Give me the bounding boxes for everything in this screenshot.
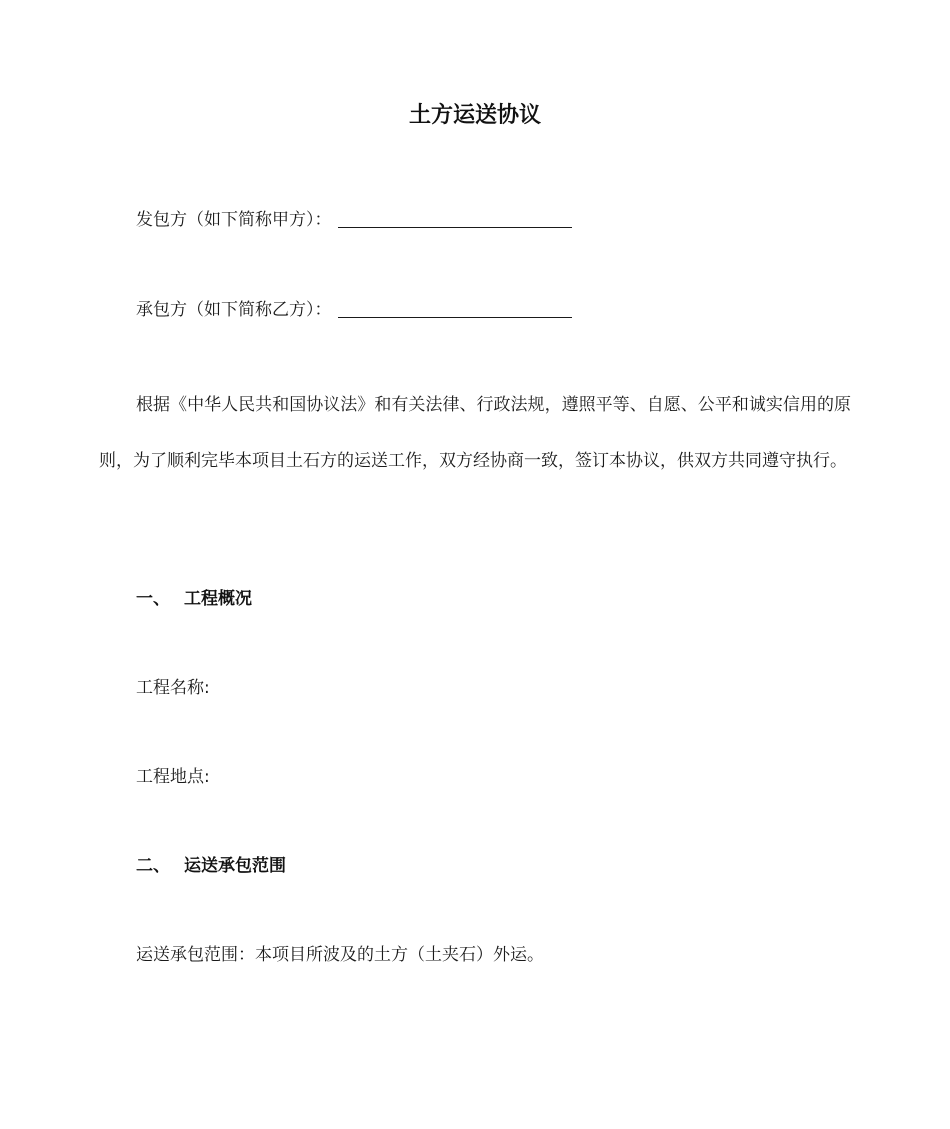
project-name-label: 工程名称: <box>136 678 210 698</box>
party-b-label: 承包方（如下简称乙方）： <box>136 300 332 320</box>
document-title: 土方运送协议 <box>408 103 541 128</box>
party-a-line <box>136 205 572 230</box>
section-2-title: 运送承包范围 <box>184 856 286 876</box>
section-1-heading <box>136 584 252 609</box>
section-1-number: 一、 <box>136 589 170 609</box>
scope-text: 运送承包范围：本项目所波及的土方（土夹石）外运。 <box>136 945 544 965</box>
party-a-blank <box>338 226 572 228</box>
section-2-number: 二、 <box>136 856 170 876</box>
party-b-line <box>136 295 572 320</box>
project-location-label: 工程地点: <box>136 767 210 787</box>
party-b-blank <box>338 316 572 318</box>
party-a-label: 发包方（如下简称甲方）： <box>136 210 332 230</box>
intro-paragraph: 根据《中华人民共和国协议法》和有关法律、行政法规，遵照平等、自愿、公平和诚实信用的原则，为了顺利完毕本项目土石方的运送工作，双方经协商一致，签订本协议，供双方共同遵守执行。 <box>99 395 851 471</box>
section-2-heading <box>136 851 286 876</box>
section-1-title: 工程概况 <box>184 589 252 609</box>
